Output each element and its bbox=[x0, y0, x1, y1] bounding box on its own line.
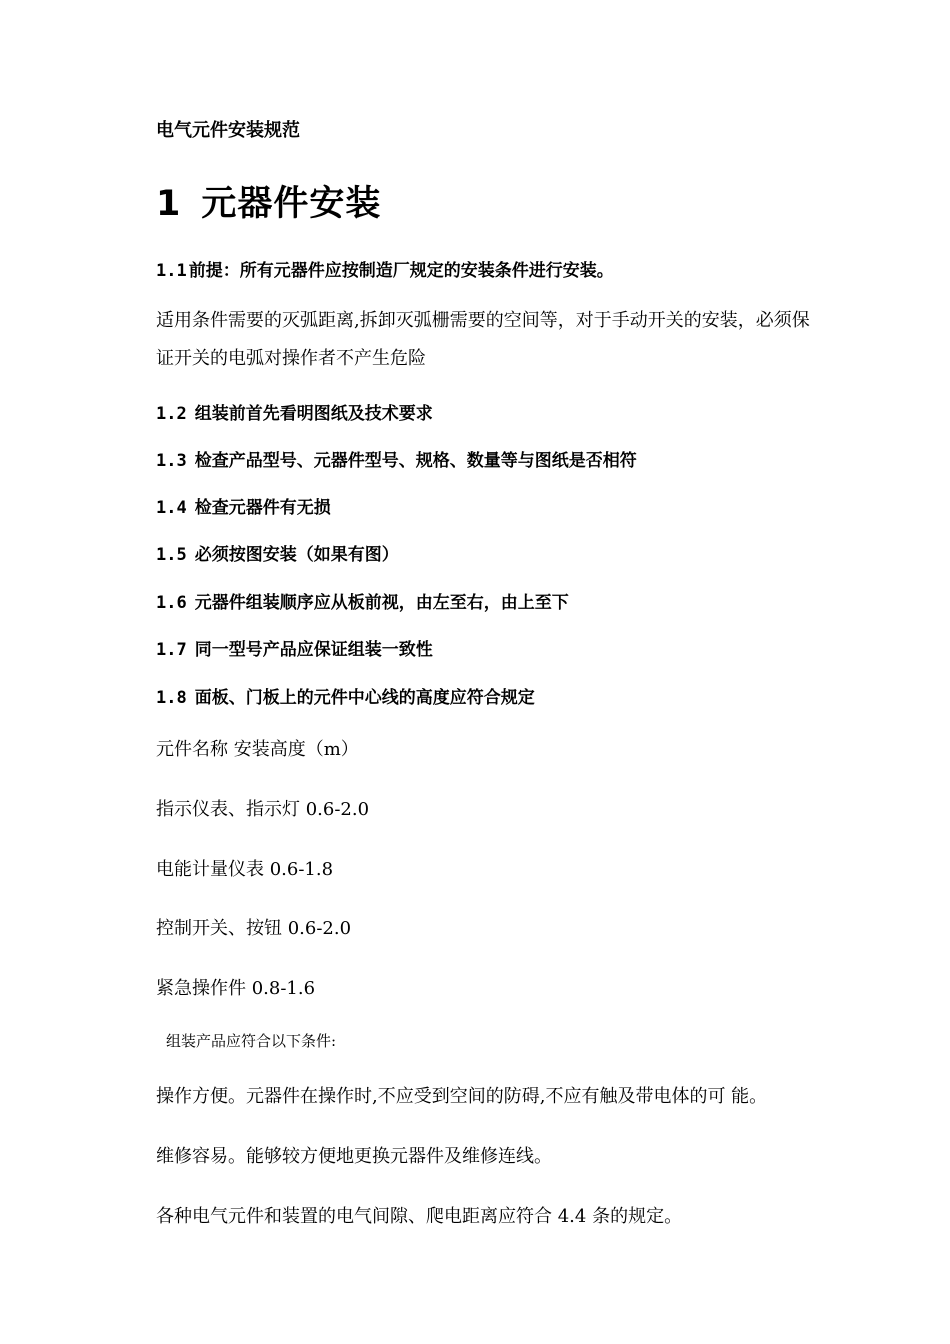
item-text: 面板、门板上的元件中心线的高度应符合规定 bbox=[194, 688, 535, 708]
table-header: 元件名称 安装高度（m） bbox=[156, 739, 359, 760]
item-number: 1.5 bbox=[156, 545, 187, 565]
item-text: 必须按图安装（如果有图） bbox=[194, 545, 399, 565]
item-number: 1.6 bbox=[156, 593, 187, 613]
section-number: 1 bbox=[156, 184, 182, 224]
item-number: 1.7 bbox=[156, 640, 187, 660]
item-1-3 bbox=[156, 446, 637, 471]
item-text: 检查元器件有无损 bbox=[194, 498, 331, 518]
item-text: 同一型号产品应保证组装一致性 bbox=[194, 640, 433, 660]
condition-item: 操作方便。元器件在操作时,不应受到空间的防碍,不应有触及带电体的可 能。 bbox=[156, 1086, 768, 1107]
paragraph-1-1: 适用条件需要的灭弧距离,拆卸灭弧栅需要的空间等，对于手动开关的安装，必须保证开关的电弧对操作者不产生危险 bbox=[156, 310, 810, 369]
document-title: 电气元件安装规范 bbox=[156, 120, 300, 141]
table-row: 控制开关、按钮 0.6-2.0 bbox=[156, 918, 352, 939]
item-number: 1.4 bbox=[156, 498, 187, 518]
item-1-2 bbox=[156, 399, 433, 424]
item-text: 前提：所有元器件应按制造厂规定的安装条件进行安装。 bbox=[188, 261, 614, 281]
item-text: 组装前首先看明图纸及技术要求 bbox=[194, 404, 433, 424]
item-text: 元器件组装顺序应从板前视，由左至右，由上至下 bbox=[194, 593, 569, 613]
section-heading bbox=[156, 176, 381, 226]
item-number: 1.3 bbox=[156, 451, 187, 471]
condition-item: 维修容易。能够较方便地更换元器件及维修连线。 bbox=[156, 1146, 552, 1167]
item-number: 1.2 bbox=[156, 404, 187, 424]
item-1-1 bbox=[156, 256, 614, 281]
item-1-4 bbox=[156, 493, 331, 518]
item-1-6 bbox=[156, 588, 569, 613]
item-1-5 bbox=[156, 540, 399, 565]
table-row: 紧急操作件 0.8-1.6 bbox=[156, 978, 316, 999]
item-text: 检查产品型号、元器件型号、规格、数量等与图纸是否相符 bbox=[194, 451, 637, 471]
item-number: 1.1 bbox=[156, 261, 187, 281]
item-number: 1.8 bbox=[156, 688, 187, 708]
conditions-intro: 组装产品应符合以下条件: bbox=[166, 1032, 337, 1050]
item-1-7 bbox=[156, 635, 433, 660]
condition-item: 各种电气元件和装置的电气间隙、爬电距离应符合 4.4 条的规定。 bbox=[156, 1206, 683, 1227]
section-title: 元器件安装 bbox=[201, 184, 382, 224]
table-row: 电能计量仪表 0.6-1.8 bbox=[156, 859, 334, 880]
table-row: 指示仪表、指示灯 0.6-2.0 bbox=[156, 799, 370, 820]
item-1-8 bbox=[156, 683, 535, 708]
